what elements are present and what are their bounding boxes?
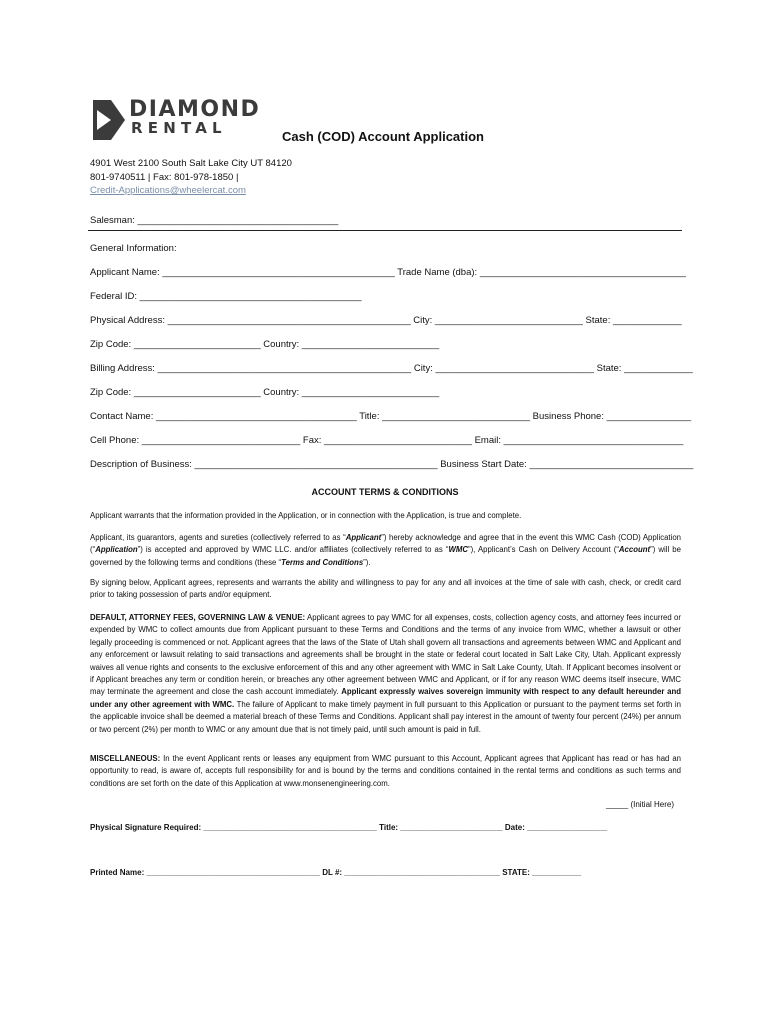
cell-fax-email-field[interactable]: Cell Phone: ______________________________ Fax: ____________________________ Email: __________________________________ xyxy=(90,435,684,446)
printed-name-line[interactable]: Printed Name: _______________________________________ DL #: ___________________________________ STATE: ___________ xyxy=(90,868,582,877)
terms-paragraph-misc: MISCELLANEOUS: In the event Applicant rents or leases any equipment from WMC pursuant to this Account, Applicant agrees that Applicant has read or has had an opportunity to read, is aware of, accepts full responsibility for and is bound by the terms and conditions contained in the rental terms and conditions as such terms and conditions are set forth on the date of this Application at www.monsenengineering.com. xyxy=(90,754,681,788)
form-title: Cash (COD) Account Application xyxy=(282,129,484,144)
initial-here-field[interactable]: _____ (Initial Here) xyxy=(606,800,675,809)
terms-paragraph-default: DEFAULT, ATTORNEY FEES, GOVERNING LAW & VENUE: Applicant agrees to pay WMC for all expenses, costs, collection agency costs, and attorney fees incurred or expended by WMC to collect amounts due from Applicant pursuant to these Terms and Conditions and the terms of any invoice from WMC, whether a lawsuit or other legally proceeding is commenced or not. Applicant agrees that the laws of the State of Utah shall govern all transactions and agreements between WMC and Applicant and any enforcement or lawsuit relating to said transactions and agreements shall be brought in the state or federal court located in Salt Lake City, Utah. Applicant expressly waives all venue rights and consents to the exclusive enforcement of this and any other agreement with WMC in Salt Lake County, Utah. If Applicant becomes insolvent or if Applicant breaches any term or condition herein, or breaches any other agreement between WMC and Applicant, or if for any reason WMC deems itself insecure, WMC may terminate the agreement and close the cash account immediately. Applicant expressly waives sovereign immunity with respect to any default hereunder and under any other agreement with WMC. The failure of Applicant to make timely payment in full pursuant to this Application or pursuant to the payment terms set forth in the applicable invoice shall be deemed a material breach of these Terms and Conditions. Applicant shall pay interest in the amount of twenty four percent (24%) per annum or two percent (2%) per month to WMC or any amount due that is not timely paid, until such amount is paid in full. xyxy=(90,613,681,734)
terms-paragraph-2: Applicant, its guarantors, agents and sureties (collectively referred to as “Applicant”) hereby acknowledge and agree that in the event this WMC Cash (COD) Application (“Application”) is accepted and approved by WMC LLC. and/or affiliates (collectively referred to as “WMC”), Applicant’s Cash on Delivery Account (“Account”) will be governed by the following terms and conditions (these “Terms and Conditions”). xyxy=(90,533,681,567)
description-field[interactable]: Description of Business: ______________________________________________ Business Start Date: _______________________________ xyxy=(90,459,694,470)
physical-address-field[interactable]: Physical Address: ______________________________________________ City: ____________________________ State: _____________ xyxy=(90,315,682,326)
contact-field[interactable]: Contact Name: ______________________________________ Title: ____________________________ Business Phone: ________________ xyxy=(90,411,692,422)
federal-id-field[interactable]: Federal ID: __________________________________________ xyxy=(90,291,362,302)
diamond-logo-icon xyxy=(93,98,127,142)
address-email-link[interactable]: Credit-Applications@wheelercat.com xyxy=(90,185,246,196)
terms-paragraph-3: By signing below, Applicant agrees, represents and warrants the ability and willingness to pay for any and all invoices at the time of sale with cash, check, or credit card prior to taking possession of parts and/or equipment. xyxy=(90,578,681,600)
applicant-name-field[interactable]: Applicant Name: ____________________________________________ Trade Name (dba): _______________________________________ xyxy=(90,267,686,278)
company-address xyxy=(90,157,292,198)
signature-line[interactable]: Physical Signature Required: _______________________________________ Title: _______________________ Date: __________________ xyxy=(90,823,608,832)
billing-address-field[interactable]: Billing Address: ________________________________________________ City: ______________________________ State: _____________ xyxy=(90,363,693,374)
zip-country-field[interactable]: Zip Code: ________________________ Country: __________________________ xyxy=(90,339,440,350)
company-logo xyxy=(93,98,273,142)
general-info-heading: General Information: xyxy=(90,243,177,254)
logo-line2: RENTAL xyxy=(131,119,227,137)
terms-heading: ACCOUNT TERMS & CONDITIONS xyxy=(311,487,459,497)
billing-zip-country-field[interactable]: Zip Code: ________________________ Country: __________________________ xyxy=(90,387,440,398)
salesman-field[interactable]: Salesman: ______________________________________ xyxy=(90,215,339,226)
terms-paragraph-1: Applicant warrants that the information provided in the Application, or in connection with the Application, is true and complete. xyxy=(90,511,522,520)
address-street: 4901 West 2100 South Salt Lake City UT 84120 xyxy=(90,158,292,169)
address-phones: 801-9740511 | Fax: 801-978-1850 | xyxy=(90,171,239,183)
divider xyxy=(88,230,682,231)
logo-line1: DIAMOND xyxy=(129,97,261,122)
